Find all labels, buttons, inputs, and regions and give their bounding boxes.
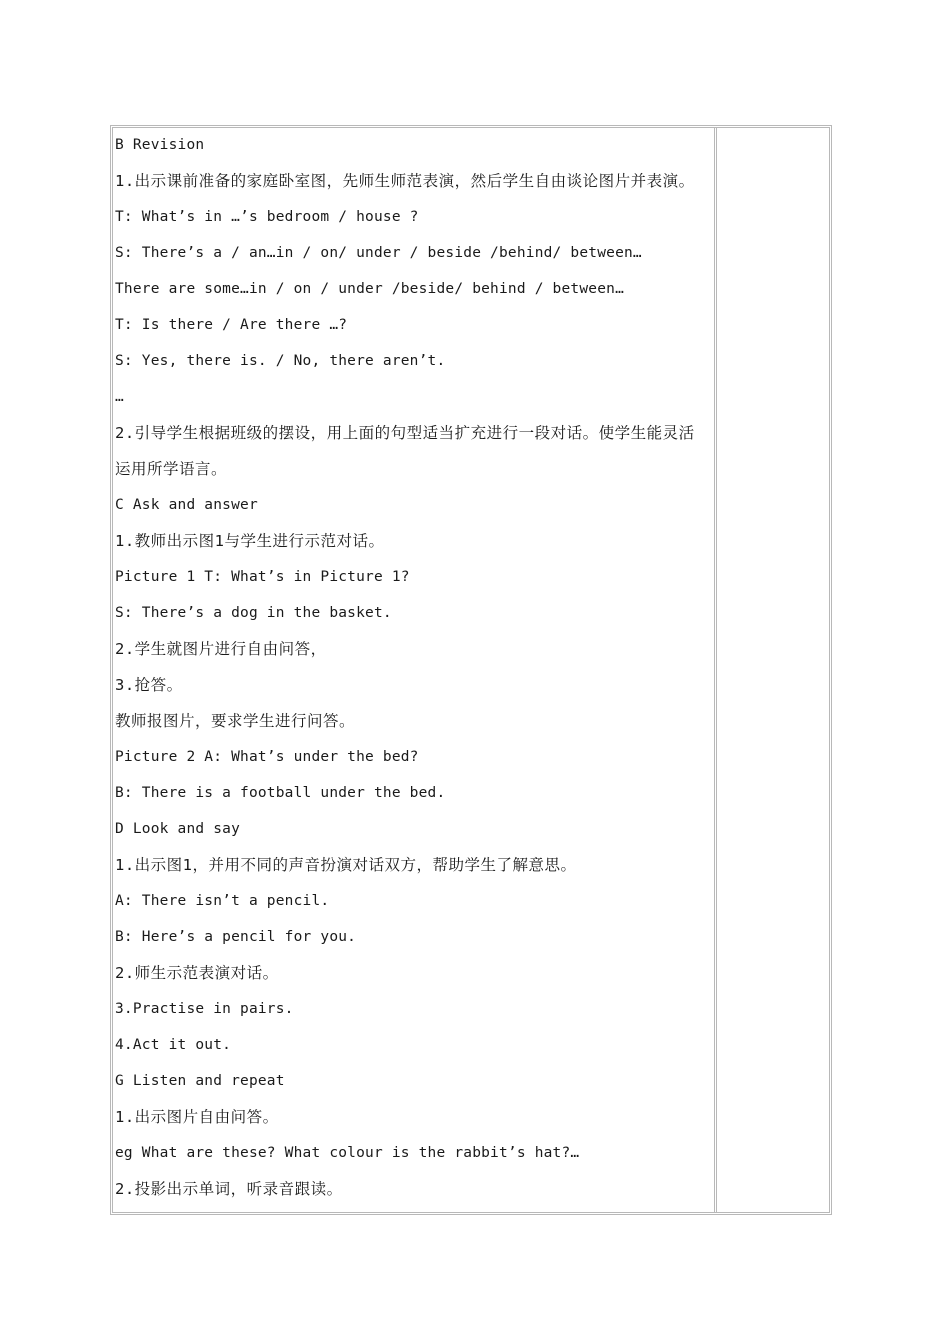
dialogue-line: A: There isn’t a pencil. bbox=[115, 893, 330, 909]
lesson-lines bbox=[115, 132, 714, 1212]
dialogue-line: Picture 1 T: What’s in Picture 1? bbox=[115, 569, 410, 585]
instruction-line: 1.出示课前准备的家庭卧室图，先师生师范表演，然后学生自由谈论图片并表演。 bbox=[115, 172, 695, 190]
dialogue-line: S: Yes, there is. / No, there aren’t. bbox=[115, 353, 446, 369]
instruction-line: 3.抢答。 bbox=[115, 676, 183, 694]
instruction-line: 1.出示图1，并用不同的声音扮演对话双方，帮助学生了解意思。 bbox=[115, 856, 577, 874]
instruction-line: 运用所学语言。 bbox=[115, 460, 228, 478]
dialogue-line: eg What are these? What colour is the rabbit’s hat?… bbox=[115, 1145, 580, 1161]
section-heading: G Listen and repeat bbox=[115, 1073, 285, 1089]
instruction-line: 2.师生示范表演对话。 bbox=[115, 964, 279, 982]
section-heading: C Ask and answer bbox=[115, 497, 258, 513]
section-heading: B Revision bbox=[115, 137, 205, 153]
instruction-line: 1.教师出示图1与学生进行示范对话。 bbox=[115, 532, 385, 550]
dialogue-line: There are some…in / on / under /beside/ behind / between… bbox=[115, 281, 624, 297]
notes-cell bbox=[717, 128, 829, 1212]
lesson-table bbox=[110, 125, 832, 1215]
instruction-line: 2.学生就图片进行自由问答， bbox=[115, 640, 327, 658]
instruction-line: 教师报图片，要求学生进行问答。 bbox=[115, 712, 356, 730]
instruction-line: 2.引导学生根据班级的摆设，用上面的句型适当扩充进行一段对话。使学生能灵活 bbox=[115, 424, 695, 442]
dialogue-line: B: Here’s a pencil for you. bbox=[115, 929, 357, 945]
dialogue-line: S: There’s a / an…in / on/ under / beside /behind/ between… bbox=[115, 245, 642, 261]
dialogue-line: B: There is a football under the bed. bbox=[115, 785, 446, 801]
ellipsis-line: … bbox=[115, 389, 124, 405]
lesson-content-cell bbox=[113, 128, 717, 1212]
dialogue-line: T: Is there / Are there …? bbox=[115, 317, 348, 333]
section-heading: D Look and say bbox=[115, 821, 241, 837]
instruction-line: 1.出示图片自由问答。 bbox=[115, 1108, 279, 1126]
dialogue-line: T: What’s in …’s bedroom / house ? bbox=[115, 209, 419, 225]
instruction-line: 3.Practise in pairs. bbox=[115, 1001, 294, 1017]
dialogue-line: Picture 2 A: What’s under the bed? bbox=[115, 749, 419, 765]
instruction-line: 2.投影出示单词，听录音跟读。 bbox=[115, 1180, 343, 1198]
dialogue-line: S: There’s a dog in the basket. bbox=[115, 605, 392, 621]
instruction-line: 4.Act it out. bbox=[115, 1037, 232, 1053]
